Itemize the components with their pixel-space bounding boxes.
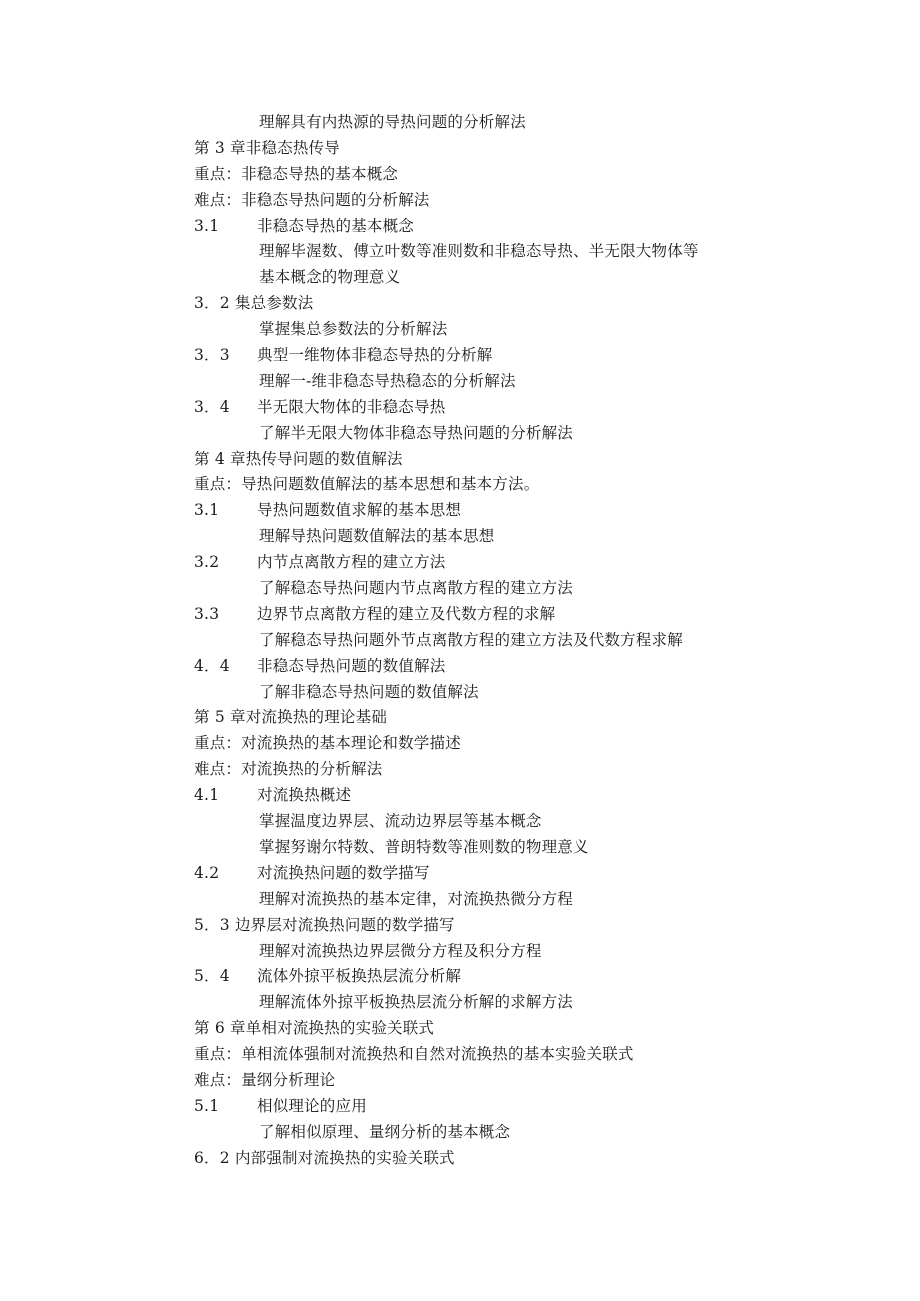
section-line [0,861,920,887]
description-line: 理解流体外掠平板换热层流分析解的求解方法 [259,993,574,1012]
section-line [0,654,920,680]
heading-line: 3．2 集总参数法 [194,294,314,313]
description-line: 了解半无限大物体非稳态导热问题的分析解法 [259,423,574,442]
description-line: 理解导热问题数值解法的基本思想 [259,527,495,546]
section-title: 典型一维物体非稳态导热的分析解 [257,346,493,365]
description-line: 理解具有内热源的导热问题的分析解法 [259,113,526,131]
section-number: 3.2 [194,553,220,572]
section-number: 3.3 [194,604,220,623]
section-title: 对流换热问题的数学描写 [257,863,430,882]
section-line [0,343,920,369]
section-title: 半无限大物体的非稳态导热 [257,397,446,416]
heading-line: 难点：量纲分析理论 [194,1070,336,1089]
description-line: 了解稳态导热问题外节点离散方程的建立方法及代数方程求解 [259,630,683,649]
description-line: 理解一-维非稳态导热稳态的分析解法 [259,371,516,390]
heading-line: 难点：对流换热的分析解法 [194,760,383,779]
section-number: 3.1 [194,501,220,520]
section-title: 内节点离散方程的建立方法 [257,553,446,572]
description-line: 基本概念的物理意义 [259,268,401,287]
section-number: 5．4 [194,967,230,986]
section-line [0,395,920,421]
heading-line: 重点：单相流体强制对流换热和自然对流换热的基本实验关联式 [194,1045,634,1064]
heading-line: 第 6 章单相对流换热的实验关联式 [194,1019,435,1038]
document-page [0,110,920,1172]
description-line: 了解非稳态导热问题的数值解法 [259,682,479,701]
document-body [0,110,920,1172]
section-line [0,964,920,990]
section-number: 5.1 [194,1096,220,1115]
description-line: 掌握温度边界层、流动边界层等基本概念 [259,812,542,831]
section-title: 非稳态导热问题的数值解法 [257,656,446,675]
section-line [0,550,920,576]
description-line: 理解毕渥数、傅立叶数等准则数和非稳态导热、半无限大物体等 [259,242,699,261]
heading-line: 难点：非稳态导热问题的分析解法 [194,190,430,209]
section-line [0,498,920,524]
section-number: 4.2 [194,863,220,882]
section-line [0,783,920,809]
heading-line: 重点：对流换热的基本理论和数学描述 [194,734,461,753]
heading-line: 重点：非稳态导热的基本概念 [194,164,399,183]
section-title: 非稳态导热的基本概念 [257,216,415,235]
description-line: 理解对流换热的基本定律，对流换热微分方程 [259,889,574,908]
description-line: 掌握集总参数法的分析解法 [259,320,448,339]
heading-line: 第 3 章非稳态热传导 [194,138,340,157]
description-line: 掌握努谢尔特数、普朗特数等准则数的物理意义 [259,837,589,856]
heading-line: 重点：导热问题数值解法的基本思想和基本方法。 [194,475,540,494]
section-line [0,1094,920,1120]
section-title: 边界节点离散方程的建立及代数方程的求解 [257,604,556,623]
heading-line: 6．2 内部强制对流换热的实验关联式 [194,1148,455,1167]
section-number: 3．3 [194,346,230,365]
description-line: 了解稳态导热问题内节点离散方程的建立方法 [259,579,574,598]
section-title: 流体外掠平板换热层流分析解 [257,967,462,986]
section-title: 导热问题数值求解的基本思想 [257,501,462,520]
section-line [0,602,920,628]
section-number: 4.1 [194,786,220,805]
section-number: 3．4 [194,397,230,416]
description-line: 理解对流换热边界层微分方程及积分方程 [259,941,542,960]
section-number: 3.1 [194,216,220,235]
section-number: 4．4 [194,656,230,675]
heading-line: 第 4 章热传导问题的数值解法 [194,449,403,468]
heading-line: 第 5 章对流换热的理论基础 [194,708,388,727]
section-title: 相似理论的应用 [257,1096,367,1115]
heading-line: 5．3 边界层对流换热问题的数学描写 [194,915,455,934]
description-line: 了解相似原理、量纲分析的基本概念 [259,1122,511,1141]
section-title: 对流换热概述 [257,786,352,805]
section-line [0,214,920,240]
